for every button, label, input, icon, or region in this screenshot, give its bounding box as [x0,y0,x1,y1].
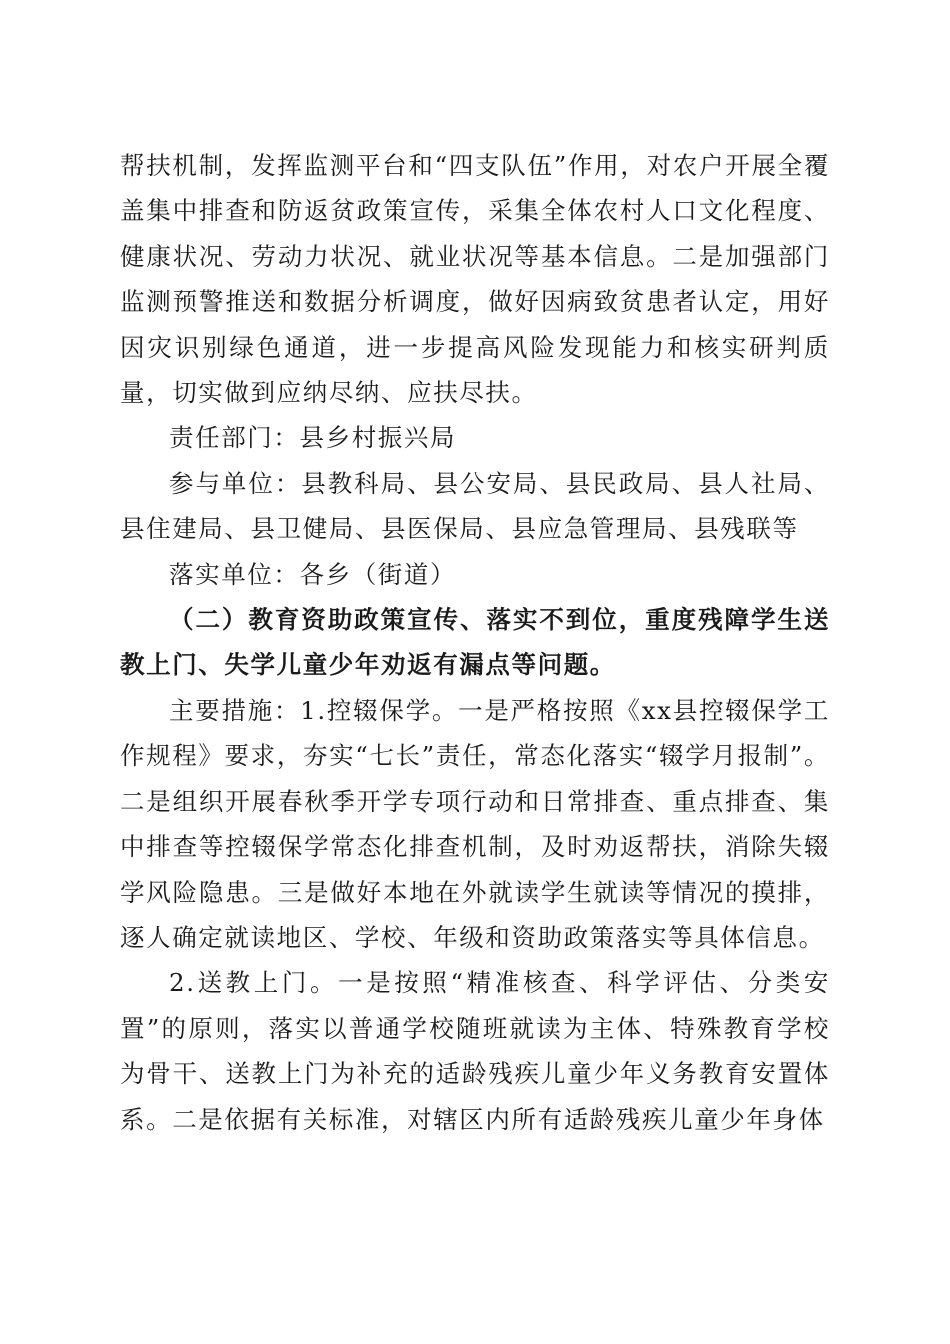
document-page [120,143,830,1142]
paragraph-home-education: 2.送教上门。一是按照“精准核查、科学评估、分类安置”的原则，落实以普通学校随班就读为主体、特殊教育学校为骨干、送教上门为补充的适龄残疾儿童少年义务教育安置体系。二是依据有关标准，对辖区内所有适龄残疾儿童少年身体 [120,968,830,1134]
paragraph-responsible-department: 责任部门：县乡村振兴局 [169,423,457,453]
paragraph-implementing-units: 落实单位：各乡（街道） [169,559,457,589]
paragraph-main-measures: 主要措施：1.控辍保学。一是严格按照《xx县控辍保学工作规程》要求，夯实“七长”责任，常态化落实“辍学月报制”。二是组织开展春秋季开学专项行动和日常排查、重点排查、集中排查等控辍保学常态化排查机制，及时劝返帮扶，消除失辍学风险隐患。三是做好本地在外就读学生就读等情况的摸排，逐人确定就读地区、学校、年级和资助政策落实等具体信息。 [120,695,830,952]
section-heading-education: （二）教育资助政策宣传、落实不到位，重度残障学生送教上门、失学儿童少年劝返有漏点等问题。 [120,605,830,680]
paragraph-participating-units: 参与单位：县教科局、县公安局、县民政局、县人社局、县住建局、县卫健局、县医保局、县应急管理局、县残联等 [120,468,830,544]
paragraph-continuation-monitoring: 帮扶机制，发挥监测平台和“四支队伍”作用，对农户开展全覆盖集中排查和防返贫政策宣传，采集全体农村人口文化程度、健康状况、劳动力状况、就业状况等基本信息。二是加强部门监测预警推送和数据分析调度，做好因病致贫患者认定，用好因灾识别绿色通道，进一步提高风险发现能力和核实研判质量，切实做到应纳尽纳、应扶尽扶。 [120,151,830,408]
